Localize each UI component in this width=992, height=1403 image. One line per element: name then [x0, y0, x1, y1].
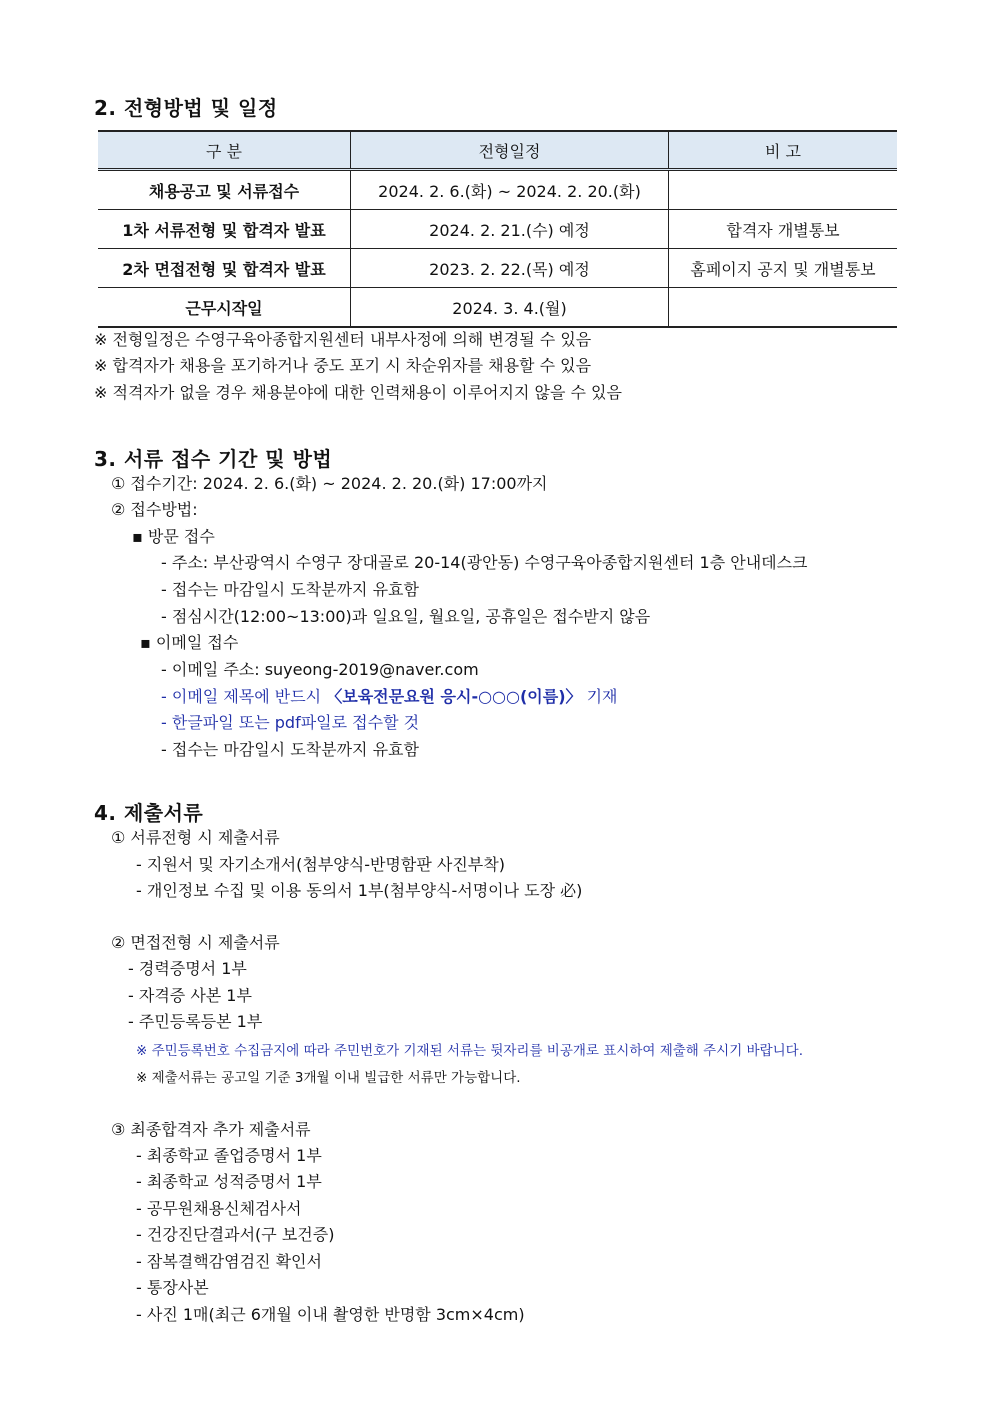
doc2-item: - 경력증명서 1부	[128, 959, 247, 978]
doc3-item: - 공무원채용신체검사서	[136, 1199, 302, 1218]
email-deadline: - 접수는 마감일시 도착분까지 유효함	[161, 740, 419, 759]
table-header: 구 분	[98, 131, 351, 170]
table-cell: 근무시작일	[98, 288, 351, 328]
doc3-item: - 최종학교 졸업증명서 1부	[136, 1146, 322, 1165]
table-cell: 2024. 2. 21.(수) 예정	[351, 210, 669, 249]
section2-heading: 2. 전형방법 및 일정	[94, 96, 278, 120]
table-cell	[669, 170, 898, 210]
email-subject-pre: - 이메일 제목에 반드시	[161, 687, 327, 706]
visit-item: - 점심시간(12:00~13:00)과 일요일, 월요일, 공휴일은 접수받지 않음	[161, 607, 651, 626]
schedule-note: ※ 적격자가 없을 경우 채용분야에 대한 인력채용이 이루어지지 않을 수 있음	[94, 383, 622, 402]
table-row	[98, 288, 897, 328]
table-cell: 2023. 2. 22.(목) 예정	[351, 249, 669, 288]
table-row	[98, 170, 897, 210]
doc1-title: ① 서류전형 시 제출서류	[111, 828, 280, 847]
email-address: - 이메일 주소: suyeong-2019@naver.com	[161, 660, 479, 679]
table-header: 전형일정	[351, 131, 669, 170]
table-header-row	[98, 131, 897, 170]
doc2-item: - 자격증 사본 1부	[128, 986, 252, 1005]
table-cell: 채용공고 및 서류접수	[98, 170, 351, 210]
application-method: ② 접수방법:	[111, 500, 198, 519]
doc3-item: - 최종학교 성적증명서 1부	[136, 1172, 322, 1191]
table-cell: 홈페이지 공지 및 개별통보	[669, 249, 898, 288]
visit-item: - 접수는 마감일시 도착분까지 유효함	[161, 580, 419, 599]
table-cell: 2024. 3. 4.(월)	[351, 288, 669, 328]
email-subject-post: 기재	[581, 687, 618, 706]
schedule-note: ※ 전형일정은 수영구육아종합지원센터 내부사정에 의해 변경될 수 있음	[94, 330, 592, 349]
doc2-note: ※ 제출서류는 공고일 기준 3개월 이내 빌급한 서류만 가능합니다.	[136, 1070, 521, 1086]
doc2-note: ※ 주민등록번호 수집금지에 따라 주민번호가 기재된 서류는 뒷자리를 비공개로 표시하여 제출해 주시기 바랍니다.	[136, 1043, 803, 1059]
email-subject-format: 〈보육전문요원 응시-○○○(이름)〉	[326, 687, 582, 706]
table-row	[98, 249, 897, 288]
section4-heading: 4. 제출서류	[94, 801, 204, 825]
table-cell	[669, 288, 898, 328]
doc3-item: - 건강진단결과서(구 보건증)	[136, 1225, 335, 1244]
doc3-item: - 통장사본	[136, 1278, 209, 1297]
email-title: ▪ 이메일 접수	[140, 633, 239, 652]
table-row	[98, 210, 897, 249]
doc3-item: - 잠복결핵감염검진 확인서	[136, 1252, 322, 1271]
section3-heading: 3. 서류 접수 기간 및 방법	[94, 447, 333, 471]
email-file-rule: - 한글파일 또는 pdf파일로 접수할 것	[161, 713, 420, 732]
schedule-table	[98, 130, 897, 328]
table-header: 비 고	[669, 131, 898, 170]
table-cell: 합격자 개별통보	[669, 210, 898, 249]
doc2-title: ② 면접전형 시 제출서류	[111, 933, 280, 952]
doc2-item: - 주민등록등본 1부	[128, 1012, 263, 1031]
schedule-note: ※ 합격자가 채용을 포기하거나 중도 포기 시 차순위자를 채용할 수 있음	[94, 356, 592, 375]
table-cell: 2024. 2. 6.(화) ~ 2024. 2. 20.(화)	[351, 170, 669, 210]
doc1-item: - 개인정보 수집 및 이용 동의서 1부(첨부양식-서명이나 도장 必)	[136, 881, 583, 900]
table-cell: 2차 면접전형 및 합격자 발표	[98, 249, 351, 288]
visit-item: - 주소: 부산광역시 수영구 장대골로 20-14(광안동) 수영구육아종합지원센터 1층 안내데스크	[161, 553, 808, 572]
doc3-item: - 사진 1매(최근 6개월 이내 촬영한 반명함 3cm×4cm)	[136, 1305, 525, 1324]
visit-title: ▪ 방문 접수	[132, 527, 215, 546]
doc1-item: - 지원서 및 자기소개서(첨부양식-반명함판 사진부착)	[136, 855, 505, 874]
application-period: ① 접수기간: 2024. 2. 6.(화) ~ 2024. 2. 20.(화) 17:00까지	[111, 474, 548, 493]
table-cell: 1차 서류전형 및 합격자 발표	[98, 210, 351, 249]
doc3-title: ③ 최종합격자 추가 제출서류	[111, 1120, 311, 1139]
email-subject-rule	[161, 687, 618, 707]
